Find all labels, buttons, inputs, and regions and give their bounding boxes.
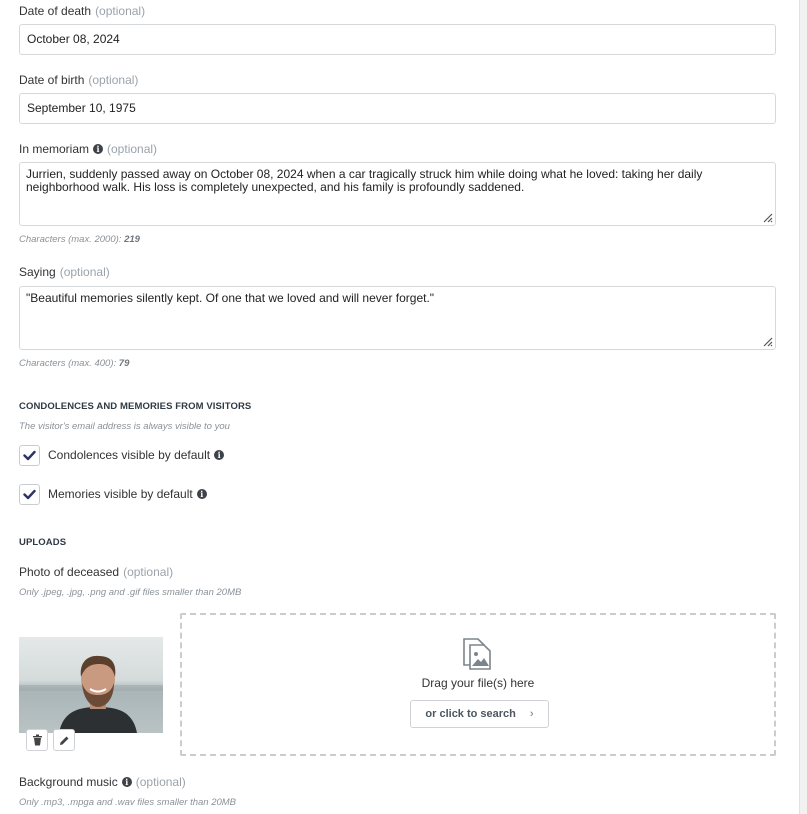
saying-textarea[interactable] — [19, 286, 776, 350]
memories-visible-label[interactable]: Memories visible by default i — [48, 487, 207, 501]
checkmark-icon — [23, 489, 36, 500]
date-of-birth-label: Date of birth (optional) — [19, 73, 139, 87]
date-of-death-input[interactable]: October 08, 2024 — [19, 24, 776, 55]
info-icon[interactable]: i — [122, 777, 132, 787]
trash-icon — [32, 734, 43, 746]
click-to-search-button[interactable]: or click to search › — [410, 700, 549, 728]
pencil-icon — [59, 735, 70, 746]
condolences-visible-label[interactable]: Condolences visible by default i — [48, 448, 224, 462]
saying-text: "Beautiful memories silently kept. Of one that we loved and will never forget." — [26, 291, 435, 305]
file-drop-zone[interactable] — [180, 613, 776, 756]
info-icon[interactable]: i — [197, 489, 207, 499]
in-memoriam-char-counter: Characters (max. 2000): 219 — [19, 234, 140, 245]
saying-char-counter: Characters (max. 400): 79 — [19, 358, 130, 369]
date-of-birth-input[interactable]: September 10, 1975 — [19, 93, 776, 124]
checkmark-icon — [23, 450, 36, 461]
in-memoriam-textarea[interactable] — [19, 162, 776, 226]
date-of-death-label: Date of death (optional) — [19, 4, 146, 18]
portrait-image — [19, 637, 163, 733]
uploads-section-heading: UPLOADS — [19, 537, 67, 548]
memories-visible-checkbox[interactable] — [19, 484, 40, 505]
delete-photo-button[interactable] — [26, 729, 48, 751]
deceased-photo-thumbnail — [19, 637, 163, 733]
music-file-hint: Only .mp3, .mpga and .wav files smaller than 20MB — [19, 797, 237, 808]
resize-handle-icon[interactable] — [761, 211, 773, 223]
info-icon[interactable]: i — [214, 450, 224, 460]
image-file-icon — [462, 637, 494, 671]
chevron-right-icon: › — [529, 708, 534, 720]
scrollbar-track[interactable] — [799, 0, 807, 814]
condolences-section-heading: CONDOLENCES AND MEMORIES FROM VISITORS — [19, 401, 252, 412]
in-memoriam-label: In memoriam i (optional) — [19, 142, 158, 156]
condolences-visible-checkbox[interactable] — [19, 445, 40, 466]
photo-label: Photo of deceased (optional) — [19, 565, 174, 579]
photo-file-hint: Only .jpeg, .jpg, .png and .gif files smaller than 20MB — [19, 587, 242, 598]
edit-photo-button[interactable] — [53, 729, 75, 751]
background-music-label: Background music i (optional) — [19, 775, 186, 789]
drop-zone-text: Drag your file(s) here — [421, 676, 535, 690]
info-icon[interactable]: i — [93, 144, 103, 154]
in-memoriam-text: Jurrien, suddenly passed away on October 08, 2024 when a car tragically struck him while doing what he loved: taking her daily neighborhood walk. His loss is completely unexpected, and his family is profoundly saddened. — [26, 167, 703, 194]
condolences-section-note: The visitor's email address is always visible to you — [19, 421, 230, 432]
saying-label: Saying (optional) — [19, 265, 110, 279]
resize-handle-icon[interactable] — [761, 335, 773, 347]
